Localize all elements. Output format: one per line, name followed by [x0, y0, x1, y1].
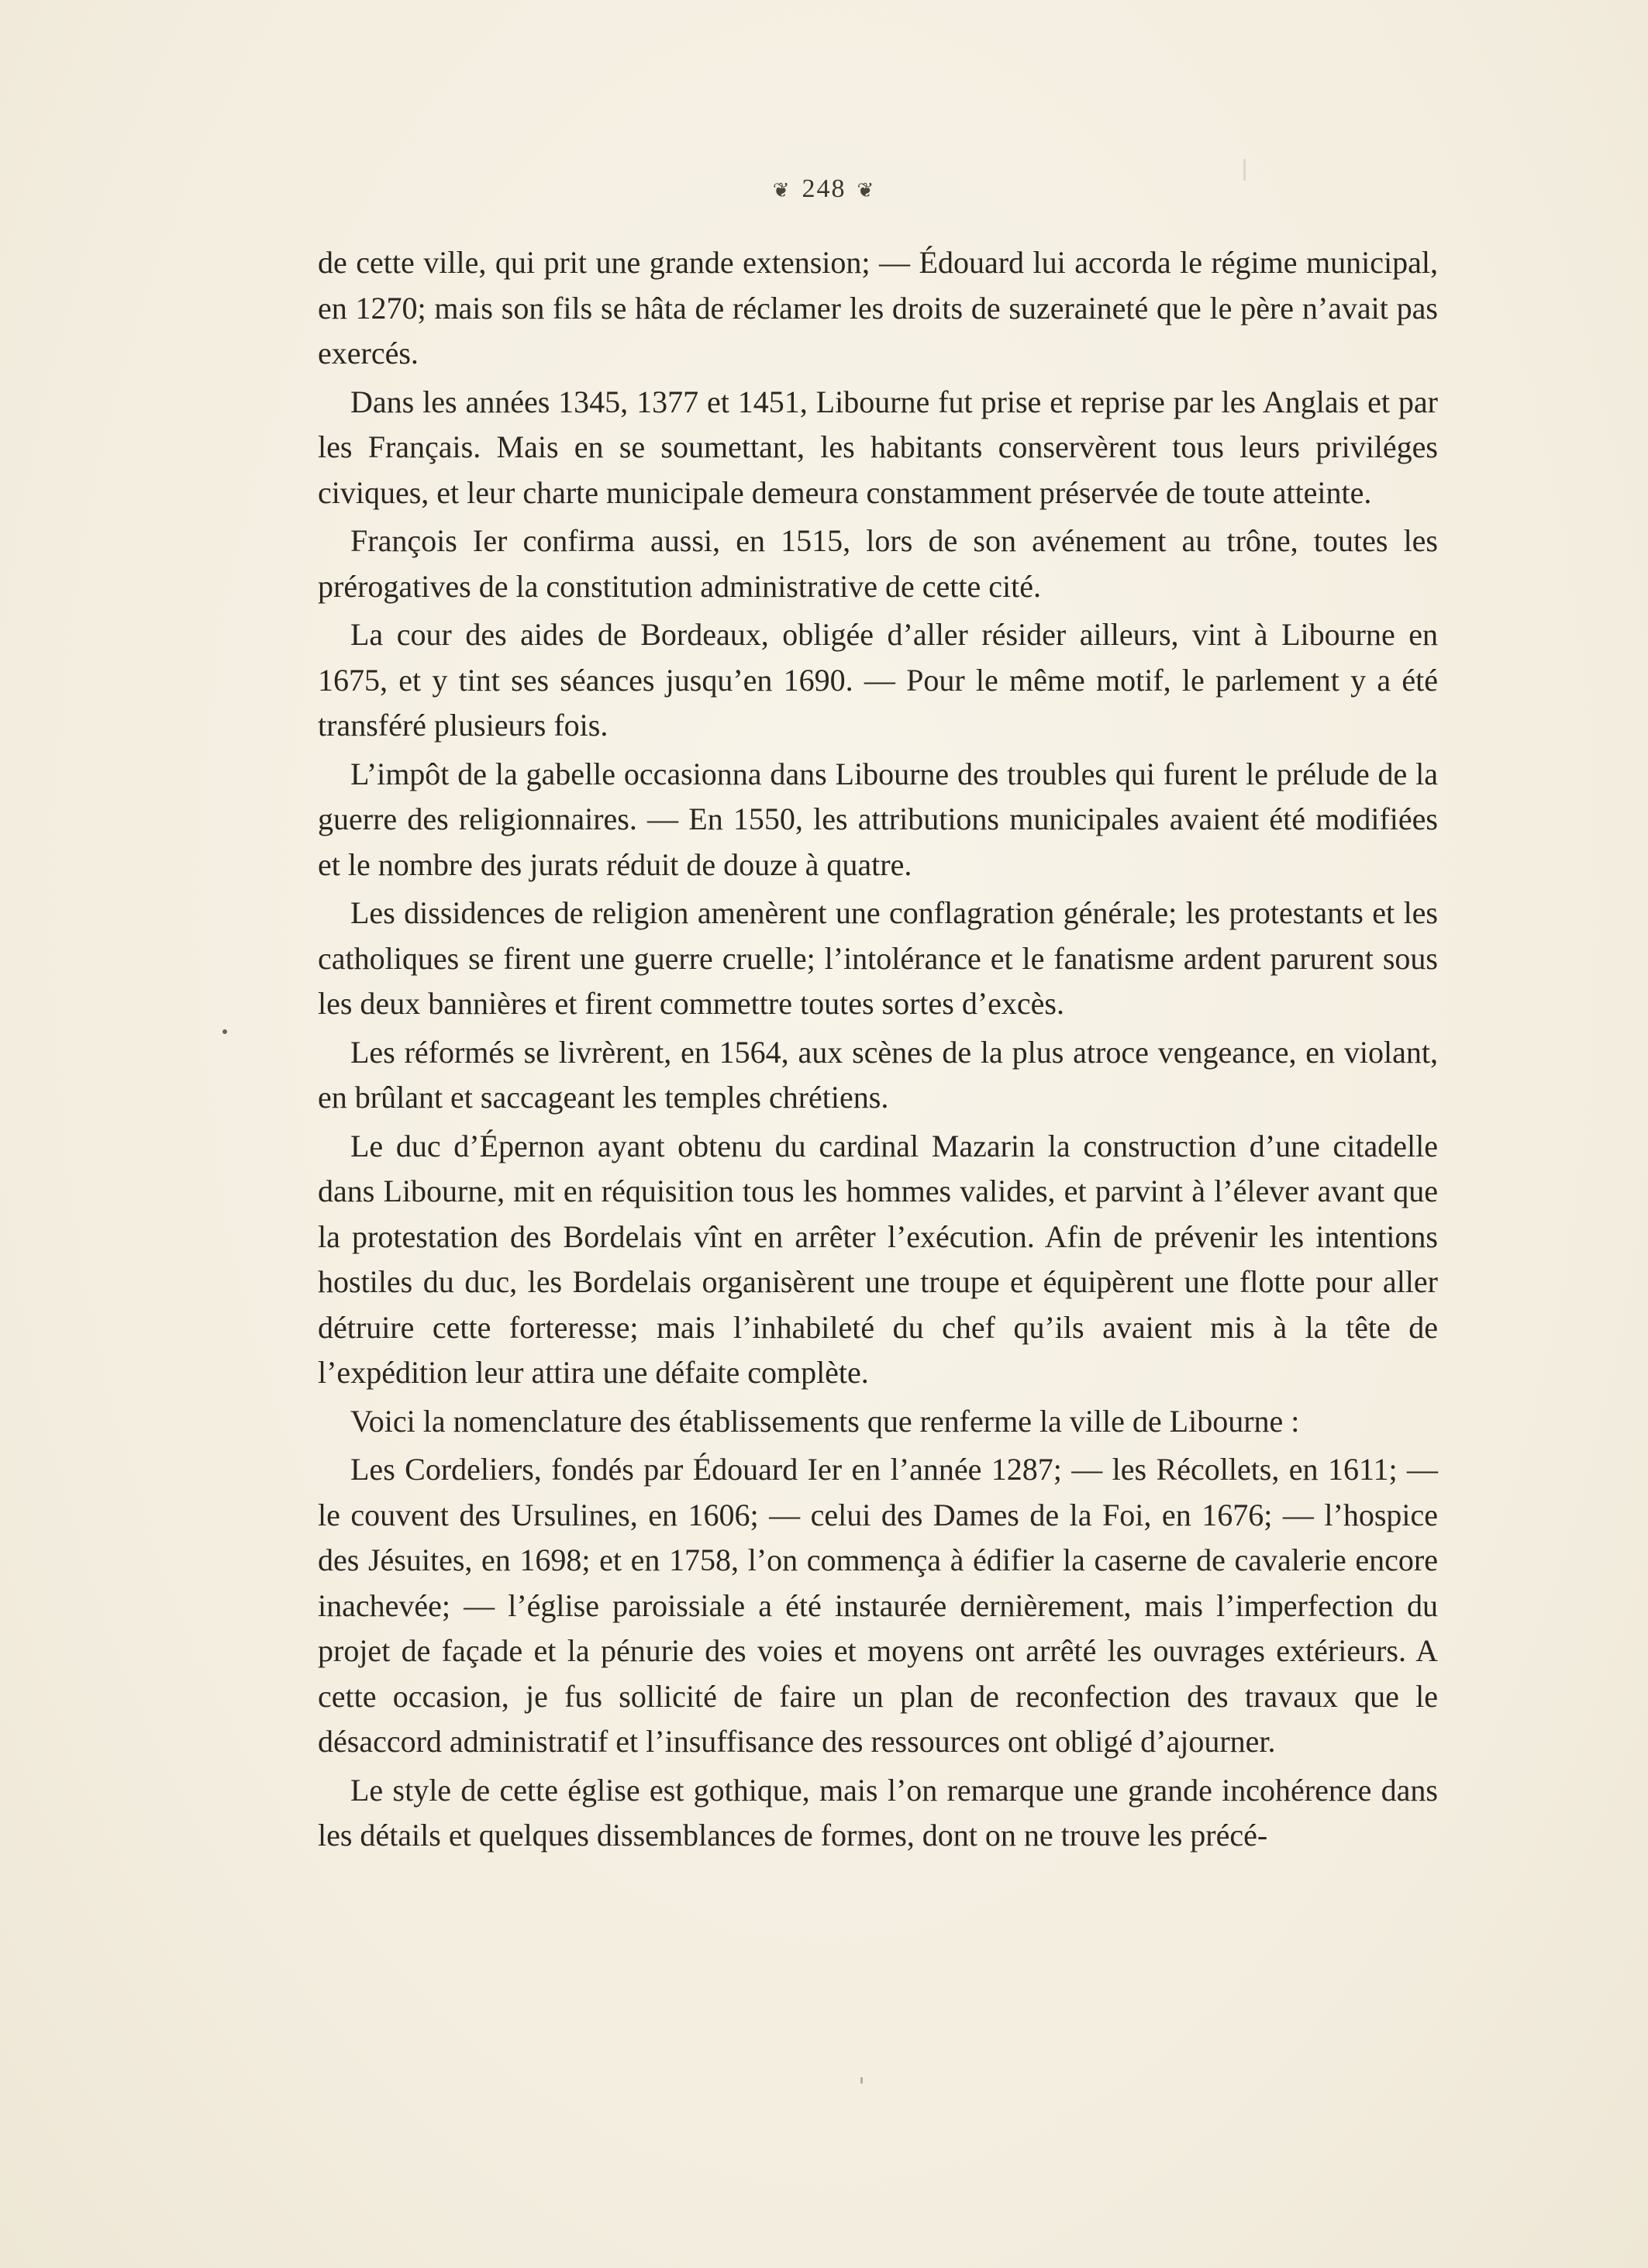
- paragraph: Le duc d’Épernon ayant obtenu du cardinal Mazarin la construction d’une citadelle dans Libourne, mit en réquisition tous les hommes valides, et parvint à l’élever avant que la protestation des Bordelais vînt en arrêter l’exécution. Afin de prévenir les intentions hostiles du duc, les Bordelais organisèrent une troupe et équipèrent une flotte pour aller détruire cette forteresse; mais l’inhabileté du chef qu’ils avaient mis à la tête de l’expédition leur attira une défaite complète.: [318, 1128, 1438, 1390]
- paragraph: Les Cordeliers, fondés par Édouard Ier en l’année 1287; — les Récollets, en 1611; — le couvent des Ursulines, en 1606; — celui des Dames de la Foi, en 1676; — l’hospice des Jésuites, en 1698; et en 1758, l’on commença à édifier la caserne de cavalerie encore inachevée; — l’église paroissiale a été instaurée dernièrement, mais l’imperfection du projet de façade et la pénurie des voies et moyens ont arrêté les ouvrages extérieurs. A cette occasion, je fus sollicité de faire un plan de reconfection des travaux que le désaccord administratif et l’insuffisance des ressources ont obligé d’ajourner.: [318, 1452, 1438, 1759]
- body-text: [318, 240, 1438, 1862]
- paragraph: Les dissidences de religion amenèrent une conflagration générale; les protestants et les catholiques se firent une guerre cruelle; l’intolérance et le fanatisme ardent parurent sous les deux bannières et firent commettre toutes sortes d’excès.: [318, 895, 1438, 1021]
- paper-speck: [860, 2077, 863, 2084]
- paragraph: La cour des aides de Bordeaux, obligée d’aller résider ailleurs, vint à Libourne en 1675, et y tint ses séances jusqu’en 1690. — Pour le même motif, le parlement y a été transféré plusieurs fois.: [318, 617, 1438, 743]
- ornament-left-icon: ❦: [772, 179, 791, 202]
- paragraph: Voici la nomenclature des établissements que renferme la ville de Libourne :: [350, 1403, 1300, 1439]
- page-number: 248: [802, 174, 846, 203]
- page-header: [0, 174, 1648, 204]
- paragraph: Dans les années 1345, 1377 et 1451, Libourne fut prise et reprise par les Anglais et par les Français. Mais en se soumettant, les habitants conservèrent tous leurs priviléges civiques, et leur charte municipale demeura constamment préservée de toute atteinte.: [318, 384, 1438, 510]
- ornament-right-icon: ❦: [857, 179, 876, 202]
- paragraph: L’impôt de la gabelle occasionna dans Libourne des troubles qui furent le prélude de la guerre des religionnaires. — En 1550, les attributions municipales avaient été modifiées et le nombre des jurats réduit de douze à quatre.: [318, 756, 1438, 882]
- paragraph: Les réformés se livrèrent, en 1564, aux scènes de la plus atroce vengeance, en violant, en brûlant et saccageant les temples chrétiens.: [318, 1034, 1438, 1115]
- paragraph: François Ier confirma aussi, en 1515, lors de son avénement au trône, toutes les prérogatives de la constitution administrative de cette cité.: [318, 523, 1438, 604]
- paragraph: Le style de cette église est gothique, mais l’on remarque une grande incohérence dans les détails et quelques dissemblances de formes, dont on ne trouve les précé-: [318, 1772, 1438, 1853]
- paragraph: de cette ville, qui prit une grande extension; — Édouard lui accorda le régime municipal, en 1270; mais son fils se hâta de réclamer les droits de suzeraineté que le père n’avait pas exercés.: [318, 245, 1438, 371]
- margin-mark: [222, 1029, 227, 1034]
